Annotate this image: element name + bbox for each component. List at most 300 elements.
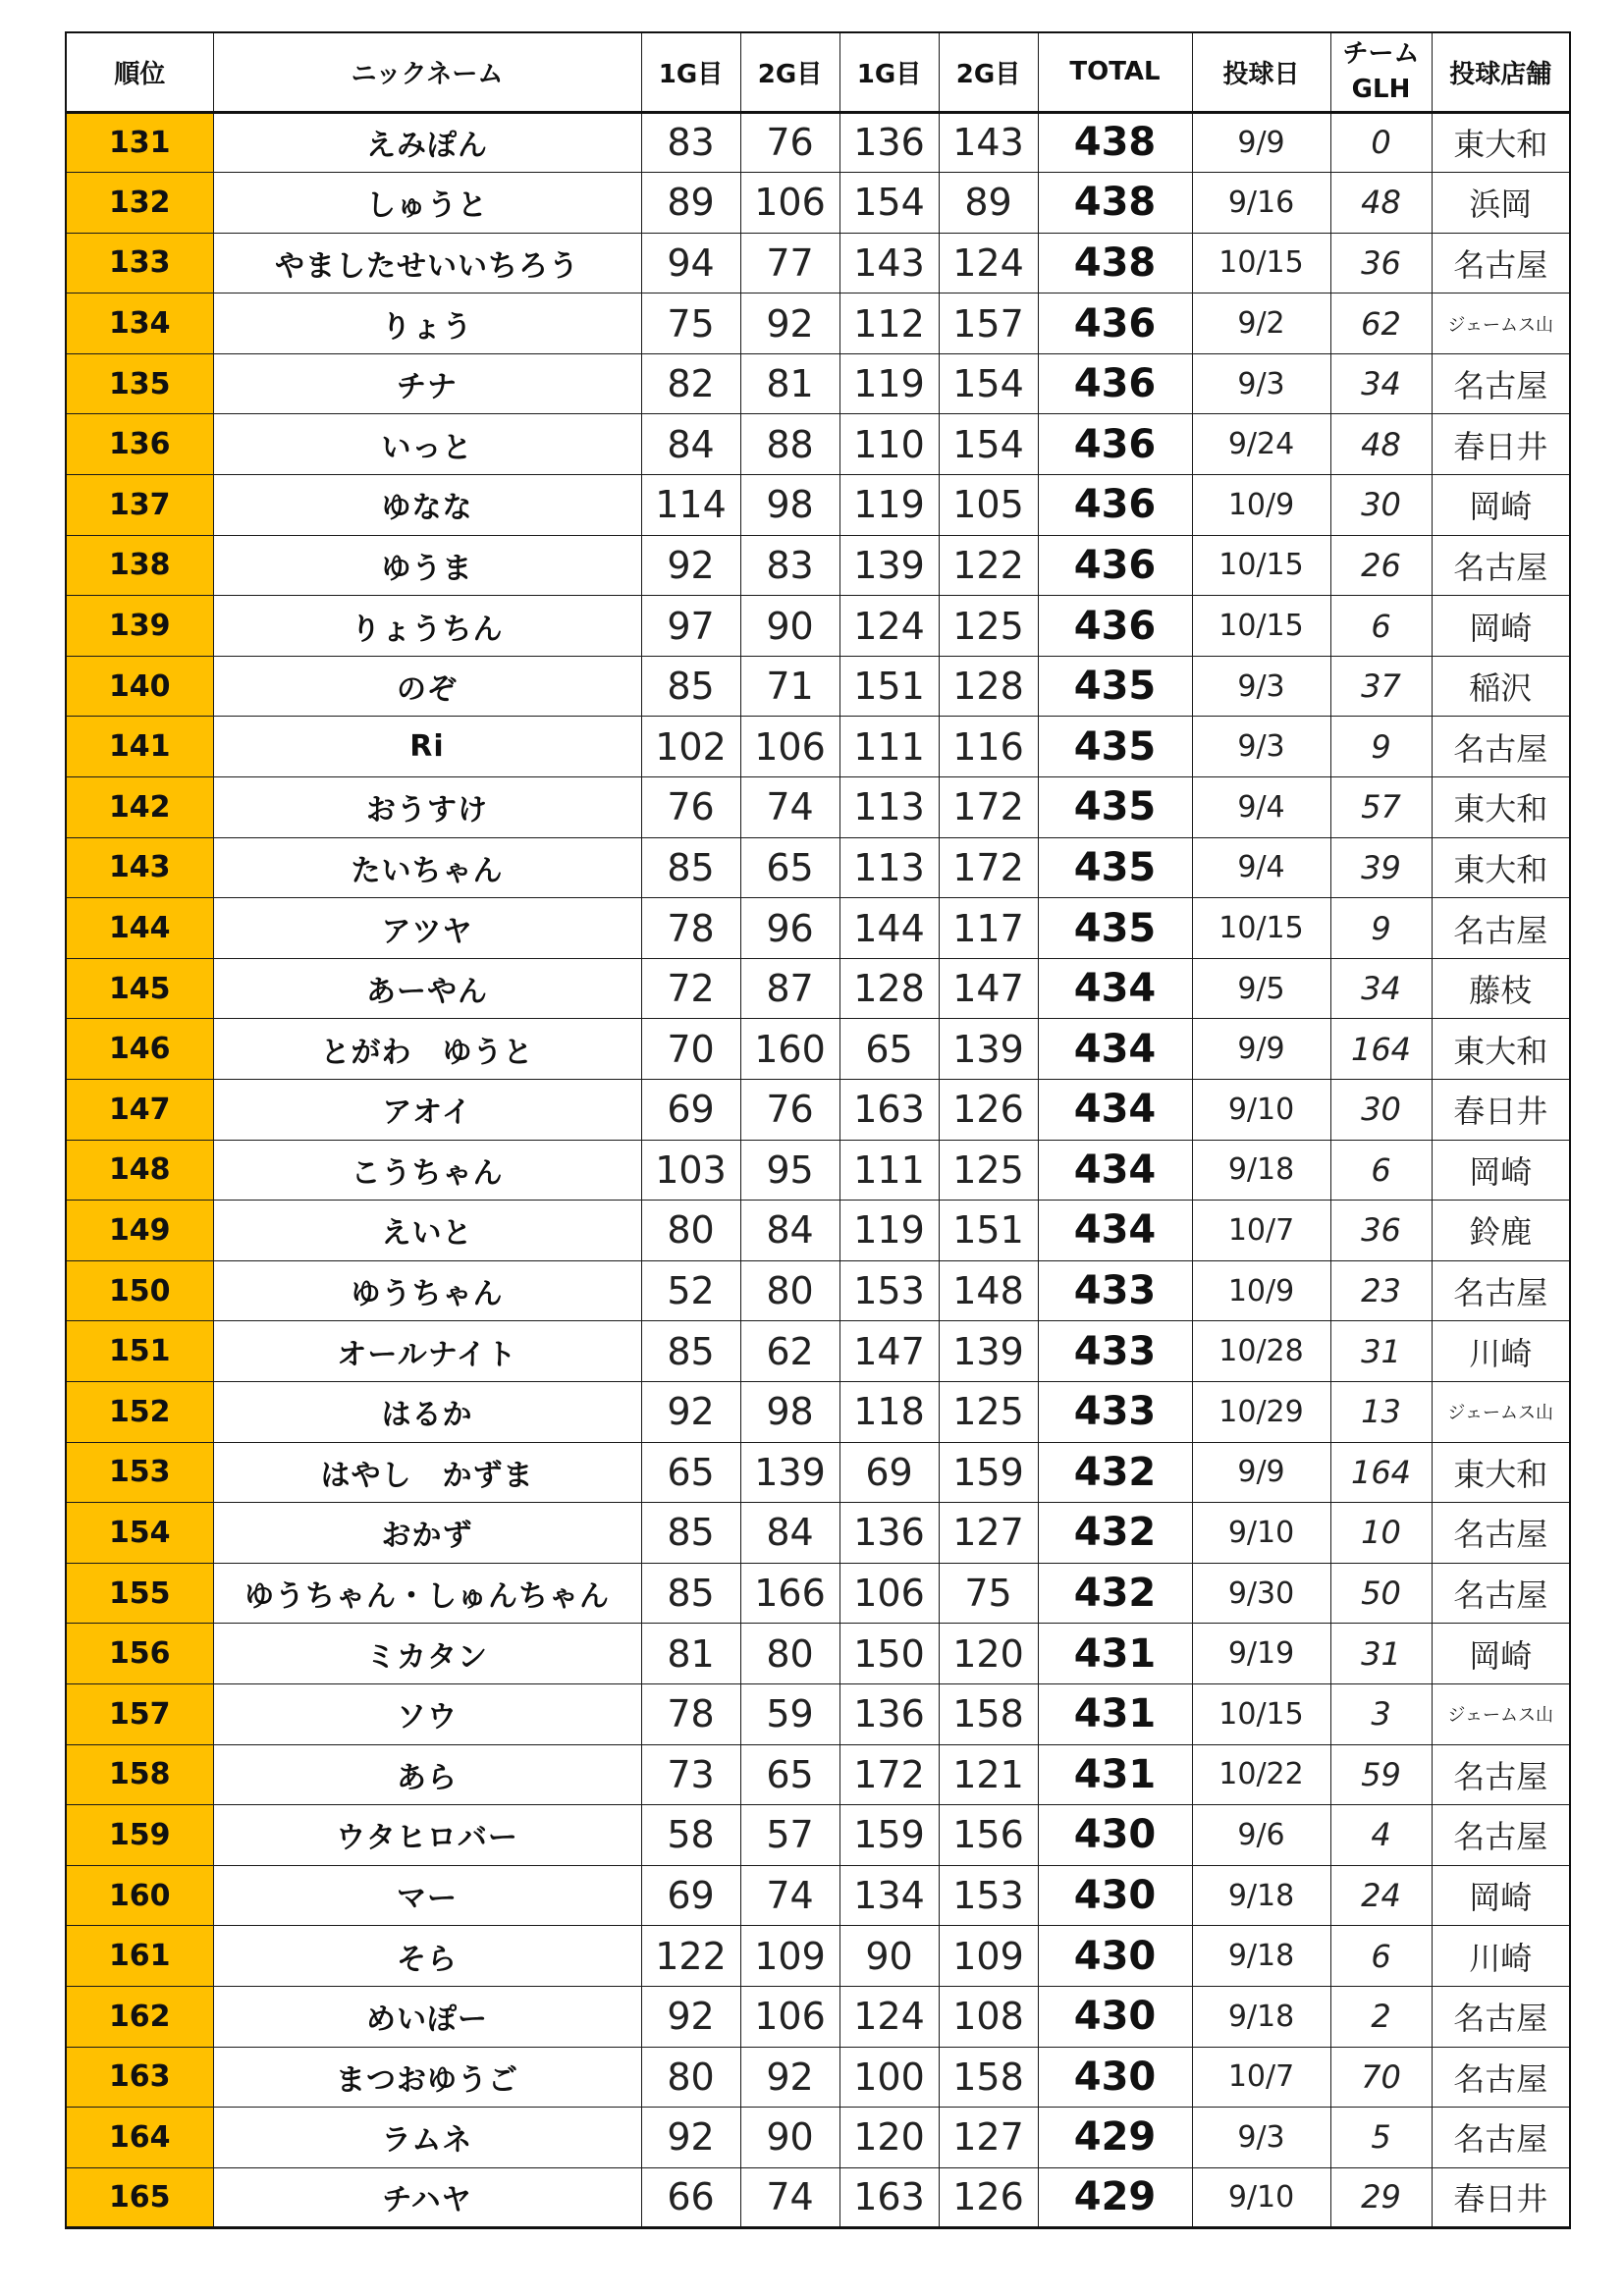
game2-second-cell: 127	[939, 2108, 1038, 2168]
total-cell: 435	[1038, 656, 1192, 717]
store-cell: 名古屋	[1432, 1260, 1570, 1321]
store-cell: 名古屋	[1432, 233, 1570, 294]
store-cell: ジェームス山	[1432, 294, 1570, 354]
table-row	[66, 353, 1570, 414]
header-game2-first: 2G目	[740, 32, 839, 112]
nickname-cell: オールナイト	[213, 1321, 641, 1382]
team-glh-cell: 34	[1330, 353, 1432, 414]
game2-first-cell: 96	[740, 898, 839, 959]
store-cell: 名古屋	[1432, 1986, 1570, 2047]
nickname-cell: はるか	[213, 1381, 641, 1442]
nickname-cell: あーやん	[213, 958, 641, 1019]
rank-cell: 161	[66, 1926, 213, 1987]
game1-second-cell: 119	[839, 475, 939, 536]
game1-first-cell: 83	[641, 112, 740, 173]
date-cell: 10/28	[1192, 1321, 1330, 1382]
game2-first-cell: 76	[740, 1080, 839, 1141]
team-glh-cell: 9	[1330, 717, 1432, 777]
store-cell: 岡崎	[1432, 596, 1570, 657]
game2-second-cell: 158	[939, 2047, 1038, 2108]
team-glh-cell: 2	[1330, 1986, 1432, 2047]
game1-first-cell: 92	[641, 535, 740, 596]
date-cell: 9/18	[1192, 1140, 1330, 1201]
nickname-cell: こうちゃん	[213, 1140, 641, 1201]
team-glh-cell: 24	[1330, 1865, 1432, 1926]
team-glh-cell: 9	[1330, 898, 1432, 959]
game2-first-cell: 74	[740, 777, 839, 838]
table-row	[66, 1624, 1570, 1684]
team-glh-cell: 0	[1330, 112, 1432, 173]
store-cell: 岡崎	[1432, 1624, 1570, 1684]
table-row	[66, 1381, 1570, 1442]
game2-first-cell: 84	[740, 1503, 839, 1564]
game1-first-cell: 102	[641, 717, 740, 777]
total-cell: 435	[1038, 777, 1192, 838]
rank-cell: 156	[66, 1624, 213, 1684]
game2-second-cell: 128	[939, 656, 1038, 717]
rank-cell: 148	[66, 1140, 213, 1201]
team-glh-cell: 37	[1330, 656, 1432, 717]
date-cell: 9/3	[1192, 2108, 1330, 2168]
game1-first-cell: 85	[641, 837, 740, 898]
game1-second-cell: 113	[839, 837, 939, 898]
rank-cell: 147	[66, 1080, 213, 1141]
total-cell: 430	[1038, 2047, 1192, 2108]
store-cell: 川崎	[1432, 1926, 1570, 1987]
store-cell: 春日井	[1432, 2167, 1570, 2228]
nickname-cell: ゆなな	[213, 475, 641, 536]
game1-first-cell: 65	[641, 1442, 740, 1503]
game1-second-cell: 172	[839, 1744, 939, 1805]
game2-second-cell: 122	[939, 535, 1038, 596]
table-row	[66, 2047, 1570, 2108]
total-cell: 434	[1038, 1201, 1192, 1261]
team-glh-cell: 23	[1330, 1260, 1432, 1321]
date-cell: 10/15	[1192, 535, 1330, 596]
date-cell: 10/15	[1192, 1683, 1330, 1744]
game2-second-cell: 126	[939, 2167, 1038, 2228]
team-glh-cell: 30	[1330, 1080, 1432, 1141]
table-row	[66, 1986, 1570, 2047]
game2-first-cell: 106	[740, 1986, 839, 2047]
date-cell: 9/18	[1192, 1865, 1330, 1926]
date-cell: 9/18	[1192, 1986, 1330, 2047]
game2-first-cell: 90	[740, 2108, 839, 2168]
team-glh-cell: 5	[1330, 2108, 1432, 2168]
store-cell: 名古屋	[1432, 717, 1570, 777]
game2-second-cell: 172	[939, 777, 1038, 838]
total-cell: 431	[1038, 1744, 1192, 1805]
store-cell: 名古屋	[1432, 1805, 1570, 1866]
rank-cell: 140	[66, 656, 213, 717]
game1-first-cell: 78	[641, 898, 740, 959]
game1-second-cell: 136	[839, 1683, 939, 1744]
table-row	[66, 475, 1570, 536]
table-row	[66, 1805, 1570, 1866]
game2-first-cell: 77	[740, 233, 839, 294]
rank-cell: 141	[66, 717, 213, 777]
nickname-cell: ラムネ	[213, 2108, 641, 2168]
store-cell: 稲沢	[1432, 656, 1570, 717]
game1-second-cell: 111	[839, 717, 939, 777]
table-row	[66, 294, 1570, 354]
rank-cell: 138	[66, 535, 213, 596]
game1-second-cell: 118	[839, 1381, 939, 1442]
game1-first-cell: 72	[641, 958, 740, 1019]
store-cell: 川崎	[1432, 1321, 1570, 1382]
total-cell: 438	[1038, 233, 1192, 294]
table-row	[66, 173, 1570, 234]
game1-second-cell: 124	[839, 596, 939, 657]
game1-second-cell: 163	[839, 1080, 939, 1141]
game2-second-cell: 121	[939, 1744, 1038, 1805]
game1-second-cell: 144	[839, 898, 939, 959]
team-glh-cell: 70	[1330, 2047, 1432, 2108]
total-cell: 430	[1038, 1986, 1192, 2047]
game2-second-cell: 139	[939, 1321, 1038, 1382]
game1-first-cell: 52	[641, 1260, 740, 1321]
game1-second-cell: 128	[839, 958, 939, 1019]
total-cell: 436	[1038, 294, 1192, 354]
total-cell: 436	[1038, 475, 1192, 536]
game1-second-cell: 113	[839, 777, 939, 838]
total-cell: 430	[1038, 1926, 1192, 1987]
nickname-cell: ウタヒロバー	[213, 1805, 641, 1866]
team-glh-cell: 6	[1330, 1926, 1432, 1987]
game2-first-cell: 84	[740, 1201, 839, 1261]
table-row	[66, 233, 1570, 294]
game1-first-cell: 75	[641, 294, 740, 354]
total-cell: 438	[1038, 173, 1192, 234]
nickname-cell: Ri	[213, 717, 641, 777]
date-cell: 9/24	[1192, 414, 1330, 475]
table-row	[66, 837, 1570, 898]
total-cell: 432	[1038, 1503, 1192, 1564]
rank-cell: 153	[66, 1442, 213, 1503]
game1-second-cell: 111	[839, 1140, 939, 1201]
rank-cell: 163	[66, 2047, 213, 2108]
game1-first-cell: 92	[641, 1986, 740, 2047]
rank-cell: 154	[66, 1503, 213, 1564]
game2-second-cell: 154	[939, 414, 1038, 475]
table-row	[66, 1442, 1570, 1503]
total-cell: 434	[1038, 1019, 1192, 1080]
store-cell: 東大和	[1432, 1442, 1570, 1503]
nickname-cell: アツヤ	[213, 898, 641, 959]
header-total: TOTAL	[1038, 32, 1192, 112]
rank-cell: 133	[66, 233, 213, 294]
game2-second-cell: 159	[939, 1442, 1038, 1503]
date-cell: 9/10	[1192, 2167, 1330, 2228]
game2-first-cell: 109	[740, 1926, 839, 1987]
total-cell: 433	[1038, 1321, 1192, 1382]
team-glh-cell: 6	[1330, 1140, 1432, 1201]
game1-second-cell: 134	[839, 1865, 939, 1926]
date-cell: 9/2	[1192, 294, 1330, 354]
team-glh-cell: 4	[1330, 1805, 1432, 1866]
header-game1-first: 1G目	[641, 32, 740, 112]
table-header	[66, 32, 1570, 112]
nickname-cell: おうすけ	[213, 777, 641, 838]
table-row	[66, 1201, 1570, 1261]
date-cell: 9/4	[1192, 777, 1330, 838]
store-cell: 名古屋	[1432, 535, 1570, 596]
game2-first-cell: 87	[740, 958, 839, 1019]
game2-second-cell: 120	[939, 1624, 1038, 1684]
store-cell: 名古屋	[1432, 1744, 1570, 1805]
game2-second-cell: 75	[939, 1563, 1038, 1624]
game1-first-cell: 85	[641, 656, 740, 717]
game2-first-cell: 83	[740, 535, 839, 596]
team-glh-cell: 36	[1330, 233, 1432, 294]
game2-first-cell: 57	[740, 1805, 839, 1866]
header-date: 投球日	[1192, 32, 1330, 112]
team-glh-cell: 164	[1330, 1019, 1432, 1080]
game2-first-cell: 74	[740, 2167, 839, 2228]
total-cell: 434	[1038, 1080, 1192, 1141]
table-row	[66, 1140, 1570, 1201]
nickname-cell: ゆうちゃん・しゅんちゃん	[213, 1563, 641, 1624]
store-cell: 春日井	[1432, 1080, 1570, 1141]
rank-cell: 157	[66, 1683, 213, 1744]
total-cell: 430	[1038, 1805, 1192, 1866]
game1-second-cell: 110	[839, 414, 939, 475]
table-row	[66, 2108, 1570, 2168]
store-cell: 名古屋	[1432, 2108, 1570, 2168]
team-glh-cell: 34	[1330, 958, 1432, 1019]
team-glh-cell: 59	[1330, 1744, 1432, 1805]
rank-cell: 139	[66, 596, 213, 657]
total-cell: 435	[1038, 898, 1192, 959]
date-cell: 10/7	[1192, 1201, 1330, 1261]
rank-cell: 158	[66, 1744, 213, 1805]
game2-first-cell: 80	[740, 1624, 839, 1684]
game2-second-cell: 117	[939, 898, 1038, 959]
date-cell: 9/4	[1192, 837, 1330, 898]
game1-first-cell: 80	[641, 1201, 740, 1261]
game2-first-cell: 106	[740, 173, 839, 234]
rank-cell: 136	[66, 414, 213, 475]
team-glh-cell: 3	[1330, 1683, 1432, 1744]
header-team-line2: GLH	[1351, 75, 1411, 105]
store-cell: 藤枝	[1432, 958, 1570, 1019]
date-cell: 10/22	[1192, 1744, 1330, 1805]
table-row	[66, 656, 1570, 717]
rank-cell: 160	[66, 1865, 213, 1926]
store-cell: 名古屋	[1432, 2047, 1570, 2108]
game1-second-cell: 136	[839, 1503, 939, 1564]
store-cell: 名古屋	[1432, 1563, 1570, 1624]
total-cell: 436	[1038, 414, 1192, 475]
table-row	[66, 958, 1570, 1019]
rank-cell: 145	[66, 958, 213, 1019]
rank-cell: 134	[66, 294, 213, 354]
game1-first-cell: 85	[641, 1563, 740, 1624]
nickname-cell: えいと	[213, 1201, 641, 1261]
nickname-cell: はやし かずま	[213, 1442, 641, 1503]
game1-first-cell: 89	[641, 173, 740, 234]
total-cell: 434	[1038, 958, 1192, 1019]
game1-second-cell: 143	[839, 233, 939, 294]
table-row	[66, 535, 1570, 596]
table-row	[66, 2167, 1570, 2228]
game2-second-cell: 172	[939, 837, 1038, 898]
table-row	[66, 1260, 1570, 1321]
rank-cell: 146	[66, 1019, 213, 1080]
game2-first-cell: 71	[740, 656, 839, 717]
team-glh-cell: 26	[1330, 535, 1432, 596]
total-cell: 431	[1038, 1624, 1192, 1684]
game1-second-cell: 163	[839, 2167, 939, 2228]
game1-second-cell: 153	[839, 1260, 939, 1321]
table-body	[66, 112, 1570, 2228]
game2-first-cell: 95	[740, 1140, 839, 1201]
total-cell: 436	[1038, 535, 1192, 596]
store-cell: 東大和	[1432, 112, 1570, 173]
game2-first-cell: 81	[740, 353, 839, 414]
nickname-cell: たいちゃん	[213, 837, 641, 898]
nickname-cell: チナ	[213, 353, 641, 414]
team-glh-cell: 10	[1330, 1503, 1432, 1564]
game1-second-cell: 120	[839, 2108, 939, 2168]
game1-second-cell: 136	[839, 112, 939, 173]
game2-first-cell: 76	[740, 112, 839, 173]
header-rank: 順位	[66, 32, 213, 112]
table-row	[66, 1744, 1570, 1805]
date-cell: 9/3	[1192, 717, 1330, 777]
total-cell: 436	[1038, 353, 1192, 414]
game1-first-cell: 97	[641, 596, 740, 657]
game2-first-cell: 160	[740, 1019, 839, 1080]
game2-second-cell: 109	[939, 1926, 1038, 1987]
team-glh-cell: 29	[1330, 2167, 1432, 2228]
store-cell: 岡崎	[1432, 1865, 1570, 1926]
date-cell: 10/9	[1192, 475, 1330, 536]
game1-first-cell: 82	[641, 353, 740, 414]
game2-second-cell: 125	[939, 1140, 1038, 1201]
store-cell: 岡崎	[1432, 475, 1570, 536]
table-row	[66, 777, 1570, 838]
rank-cell: 142	[66, 777, 213, 838]
game2-second-cell: 156	[939, 1805, 1038, 1866]
header-row	[66, 32, 1570, 112]
store-cell: 東大和	[1432, 777, 1570, 838]
total-cell: 432	[1038, 1442, 1192, 1503]
nickname-cell: えみぽん	[213, 112, 641, 173]
table-row	[66, 1503, 1570, 1564]
date-cell: 10/29	[1192, 1381, 1330, 1442]
date-cell: 9/5	[1192, 958, 1330, 1019]
nickname-cell: とがわ ゆうと	[213, 1019, 641, 1080]
game1-first-cell: 84	[641, 414, 740, 475]
team-glh-cell: 30	[1330, 475, 1432, 536]
nickname-cell: やましたせいいちろう	[213, 233, 641, 294]
game1-first-cell: 114	[641, 475, 740, 536]
table-row	[66, 414, 1570, 475]
nickname-cell: のぞ	[213, 656, 641, 717]
game2-first-cell: 80	[740, 1260, 839, 1321]
nickname-cell: あら	[213, 1744, 641, 1805]
game1-second-cell: 147	[839, 1321, 939, 1382]
game2-first-cell: 139	[740, 1442, 839, 1503]
game1-second-cell: 119	[839, 353, 939, 414]
date-cell: 10/15	[1192, 898, 1330, 959]
game2-second-cell: 151	[939, 1201, 1038, 1261]
game2-second-cell: 154	[939, 353, 1038, 414]
game1-second-cell: 106	[839, 1563, 939, 1624]
game1-second-cell: 69	[839, 1442, 939, 1503]
game1-first-cell: 66	[641, 2167, 740, 2228]
date-cell: 10/15	[1192, 233, 1330, 294]
date-cell: 10/7	[1192, 2047, 1330, 2108]
table-row	[66, 1321, 1570, 1382]
game1-second-cell: 90	[839, 1926, 939, 1987]
game2-first-cell: 98	[740, 1381, 839, 1442]
game2-second-cell: 89	[939, 173, 1038, 234]
table-row	[66, 596, 1570, 657]
team-glh-cell: 48	[1330, 414, 1432, 475]
nickname-cell: ソウ	[213, 1683, 641, 1744]
ranking-table	[65, 31, 1571, 2229]
game2-second-cell: 124	[939, 233, 1038, 294]
game2-second-cell: 125	[939, 596, 1038, 657]
nickname-cell: まつおゆうご	[213, 2047, 641, 2108]
game1-first-cell: 69	[641, 1080, 740, 1141]
header-team-line1: チーム	[1342, 39, 1420, 70]
nickname-cell: おかず	[213, 1503, 641, 1564]
date-cell: 9/9	[1192, 1442, 1330, 1503]
game2-first-cell: 166	[740, 1563, 839, 1624]
date-cell: 9/10	[1192, 1503, 1330, 1564]
nickname-cell: りょうちん	[213, 596, 641, 657]
rank-cell: 159	[66, 1805, 213, 1866]
table-row	[66, 1080, 1570, 1141]
table-row	[66, 1683, 1570, 1744]
game2-first-cell: 88	[740, 414, 839, 475]
game2-first-cell: 98	[740, 475, 839, 536]
game1-second-cell: 154	[839, 173, 939, 234]
store-cell: 名古屋	[1432, 898, 1570, 959]
total-cell: 429	[1038, 2167, 1192, 2228]
game2-first-cell: 59	[740, 1683, 839, 1744]
total-cell: 432	[1038, 1563, 1192, 1624]
rank-cell: 162	[66, 1986, 213, 2047]
team-glh-cell: 31	[1330, 1321, 1432, 1382]
game2-first-cell: 62	[740, 1321, 839, 1382]
rank-cell: 155	[66, 1563, 213, 1624]
total-cell: 430	[1038, 1865, 1192, 1926]
nickname-cell: めいぽー	[213, 1986, 641, 2047]
store-cell: 春日井	[1432, 414, 1570, 475]
game1-second-cell: 151	[839, 656, 939, 717]
nickname-cell: マー	[213, 1865, 641, 1926]
game2-first-cell: 106	[740, 717, 839, 777]
game1-second-cell: 124	[839, 1986, 939, 2047]
table-row	[66, 1865, 1570, 1926]
date-cell: 9/6	[1192, 1805, 1330, 1866]
game2-second-cell: 105	[939, 475, 1038, 536]
game2-first-cell: 92	[740, 294, 839, 354]
rank-cell: 149	[66, 1201, 213, 1261]
game2-second-cell: 143	[939, 112, 1038, 173]
game1-first-cell: 94	[641, 233, 740, 294]
store-cell: 東大和	[1432, 837, 1570, 898]
store-cell: 浜岡	[1432, 173, 1570, 234]
team-glh-cell: 50	[1330, 1563, 1432, 1624]
store-cell: 東大和	[1432, 1019, 1570, 1080]
game2-first-cell: 65	[740, 1744, 839, 1805]
game1-first-cell: 69	[641, 1865, 740, 1926]
